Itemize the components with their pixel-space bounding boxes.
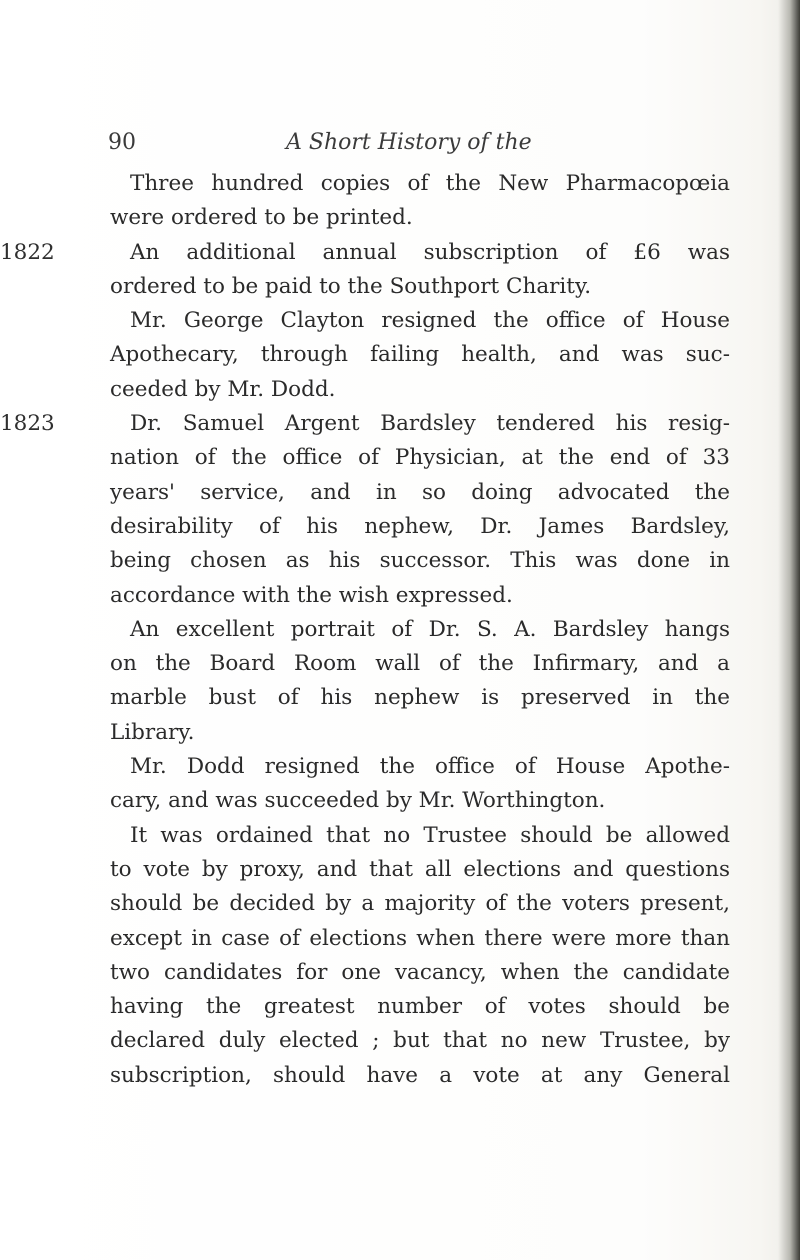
running-title: A Short History of the [286, 130, 532, 155]
page-number: 90 [108, 130, 136, 155]
text-line: accordance with the wish expressed. [110, 582, 513, 608]
text-line: ceeded by Mr. Dodd. [110, 376, 336, 402]
margin-year: 1822 [0, 239, 55, 265]
text-line-content: Dr. Samuel Argent Bardsley tendered his resig- [130, 411, 730, 437]
text-line: Three hundred copies of the New Pharmacopœia [130, 171, 730, 196]
running-head [108, 130, 708, 164]
text-line: cary, and was succeeded by Mr. Worthington. [110, 788, 606, 814]
text-line: having the greatest number of votes should be [110, 994, 730, 1020]
text-line: subscription, should have a vote at any General [110, 1062, 730, 1088]
text-line: marble bust of his nephew is preserved in the [110, 685, 730, 711]
text-line: except in case of elections when there were more than [110, 925, 730, 951]
text-line: ordered to be paid to the Southport Charity. [110, 273, 592, 299]
text-line: on the Board Room wall of the Infirmary, and a [110, 651, 730, 677]
page-edge-shadow [778, 0, 800, 1260]
text-line: Library. [110, 719, 195, 745]
body-text [0, 167, 730, 1093]
text-line: years' service, and in so doing advocated the [110, 479, 730, 505]
text-line: desirability of his nephew, Dr. James Bardsley, [110, 513, 730, 539]
text-line: Mr. George Clayton resigned the office of House [130, 308, 730, 334]
text-line-1822 [0, 236, 730, 270]
text-line-1823 [0, 407, 730, 441]
text-line: two candidates for one vacancy, when the candidate [110, 959, 730, 985]
text-line-content: An additional annual subscription of £6 was [130, 239, 730, 265]
text-line: Mr. Dodd resigned the office of House Apothe- [130, 754, 730, 780]
text-line: should be decided by a majority of the voters present, [110, 891, 730, 917]
text-line: An excellent portrait of Dr. S. A. Bardsley hangs [130, 616, 730, 642]
text-line: Apothecary, through failing health, and was suc- [110, 342, 730, 368]
text-line: were ordered to be printed. [110, 205, 413, 231]
margin-year: 1823 [0, 411, 55, 437]
text-line: to vote by proxy, and that all elections and questions [110, 856, 730, 882]
text-line: It was ordained that no Trustee should be allowed [130, 822, 730, 848]
text-line: being chosen as his successor. This was done in [110, 548, 730, 574]
text-line: declared duly elected ; but that no new Trustee, by [110, 1028, 730, 1054]
text-line: nation of the office of Physician, at the end of 33 [110, 445, 730, 471]
